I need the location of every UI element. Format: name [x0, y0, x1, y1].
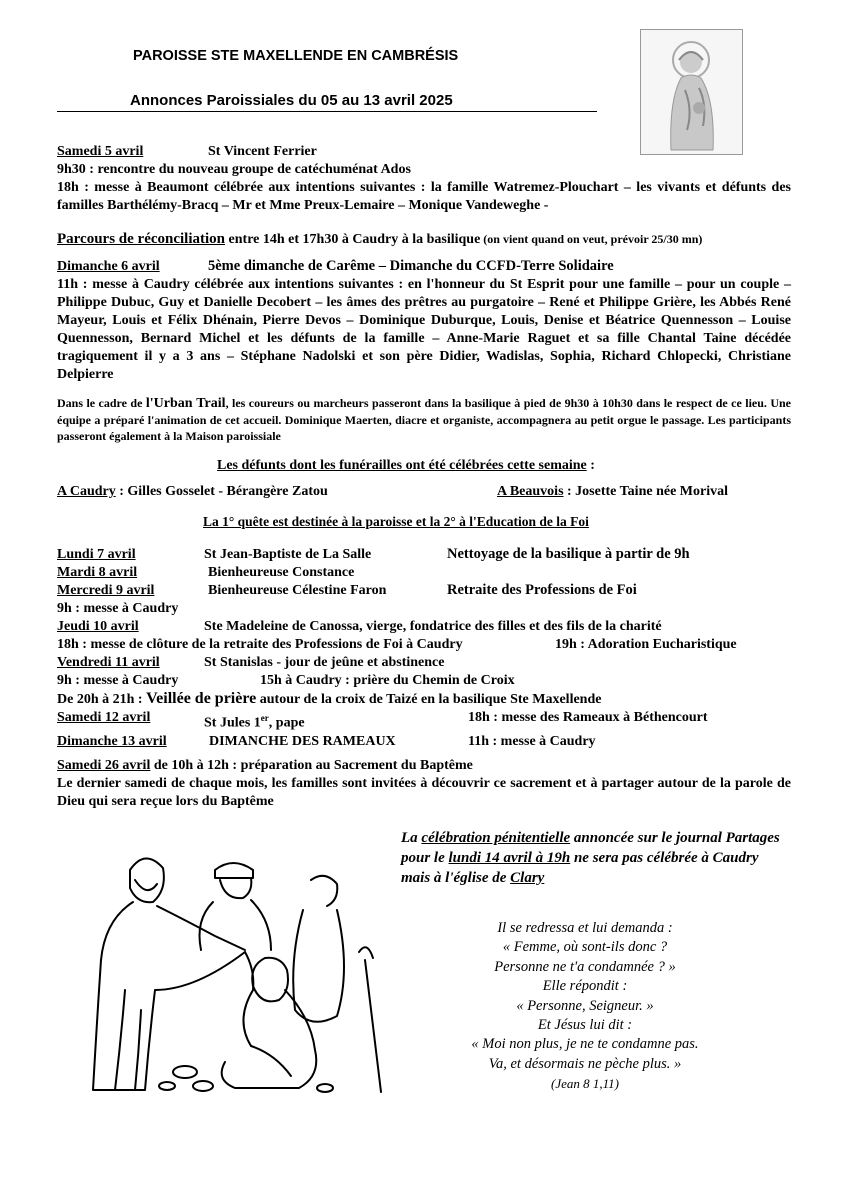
funerals-title: Les défunts dont les funérailles ont été célébrées cette semaine	[217, 458, 587, 473]
thu-mass: 18h : messe de clôture de la retraite des Professions de Foi à Caudry	[57, 637, 463, 652]
sun13-event: 11h : messe à Caudry	[468, 734, 596, 749]
caudry-label: A Caudry	[57, 484, 116, 499]
sat26-text: de 10h à 12h : préparation au Sacrement du Baptême	[150, 758, 473, 773]
penitential-mid: annoncée sur le journal Partages pour le	[401, 830, 780, 866]
sat26-line	[57, 757, 473, 775]
penitential-place: Clary	[510, 870, 545, 886]
sun13-date: Dimanche 13 avril	[57, 734, 167, 749]
quote-line: Il se redressa et lui demanda :	[497, 920, 673, 936]
urban-pre: Dans le cadre de	[57, 396, 146, 410]
penitential-date: lundi 14 avril à 19h	[448, 850, 571, 866]
reconciliation-text: entre 14h et 17h30 à Caudry à la basilique	[225, 232, 481, 247]
funerals-caudry	[57, 483, 328, 501]
sat5-saint: St Vincent Ferrier	[208, 144, 317, 159]
thu-date: Jeudi 10 avril	[57, 619, 139, 634]
urban-trail	[57, 395, 791, 444]
tue-saint: Bienheureuse Constance	[208, 565, 355, 580]
sat5-line1: 9h30 : rencontre du nouveau groupe de catéchuménat Ados	[57, 162, 411, 177]
sun6-title: 5ème dimanche de Carême – Dimanche du CCFD-Terre Solidaire	[208, 258, 614, 274]
parish-title: PAROISSE STE MAXELLENDE EN CAMBRÉSIS	[133, 48, 459, 64]
funerals-colon: :	[586, 458, 595, 473]
beauvois-label: A Beauvois	[497, 484, 564, 499]
reconciliation-title: Parcours de réconciliation	[57, 231, 226, 247]
sat12-event: 18h : messe des Rameaux à Béthencourt	[468, 710, 708, 725]
vigil-post: autour de la croix de Taizé en la basilique Ste Maxellende	[256, 692, 602, 707]
sat26-date: Samedi 26 avril	[57, 758, 151, 773]
sat5-date: Samedi 5 avril	[57, 144, 144, 159]
wed-mass: 9h : messe à Caudry	[57, 601, 179, 616]
sat26-para: Le dernier samedi de chaque mois, les familles sont invitées à découvrir ce sacrement et à partager autour de la parole de Dieu qui sera reçue lors du Baptême	[57, 776, 791, 809]
madonna-image	[640, 29, 743, 155]
quote-line: Personne ne t'a condamnée ? »	[494, 958, 676, 975]
quote-line: Va, et désormais ne pèche plus. »	[488, 1055, 682, 1072]
fri-cross: 15h à Caudry : prière du Chemin de Croix	[260, 673, 515, 688]
penitential-pre: La	[401, 830, 422, 846]
sat5-line2: 18h : messe à Beaumont célébrée aux intentions suivantes : la famille Watremez-Plouchart – les vivants et défunts des familles Barthélémy-Bracq – Mr et Mme Preux-Lemaire – Monique Vandeweghe -	[57, 180, 791, 213]
quote-line: Elle répondit :	[542, 978, 628, 995]
penitential-mid2: ne sera pas célébrée à Caudry mais à l'église de	[401, 850, 759, 886]
sat12-date: Samedi 12 avril	[57, 710, 151, 725]
announcements-title: Annonces Paroissiales du 05 au 13 avril 2025	[130, 92, 453, 109]
sat12-saint-post: , pape	[268, 715, 305, 731]
fri-mass: 9h : messe à Caudry	[57, 673, 179, 688]
quote-reference: (Jean 8 1,11)	[551, 1076, 619, 1092]
vigil-pre: De 20h à 21h :	[57, 692, 147, 707]
sun6-date: Dimanche 6 avril	[57, 259, 160, 274]
jesus-woman-illustration	[75, 840, 385, 1100]
urban-name: l'Urban Trail	[145, 396, 226, 411]
sun6-text: 11h : messe à Caudry célébrée aux intentions suivantes : en l'honneur du St Esprit pour une famille – pour un couple – Philippe Dubuc, Guy et Danielle Decobert – les âmes des prêtres au purgatoire – René et Philippe Grière, les Abbés René Mayeur, Louis et Félix Dhénain, Pierre Devos – Dominique Duburque, Louis, Denise et Béatrice Quennesson – Louise Quennesson, Bernard Michel et les défunts de la famille – Anne-Marie Raguet et sa fille Chantal Taine décédée tragiquement il y a 3 ans – Stéphane Nadolski et son père Didier, Wadislas, Sophia, Richard Chlopecki, Christiane Delpierre	[57, 277, 791, 382]
wed-saint: Bienheureuse Célestine Faron	[208, 583, 387, 598]
caudry-names: : Gilles Gosselet - Bérangère Zatou	[115, 484, 328, 499]
vigil-name: Veillée de prière	[146, 690, 257, 707]
urban-text: , les coureurs ou marcheurs passeront dans la basilique à pied de 9h30 à 10h30 dans le respect de ce lieu. Une équipe a préparé l'animation de cet accueil. Dominique Maerten, diacre et organiste, accompagnera au petit orgue le passage. Les participants passeront également à la Maison paroissiale	[57, 396, 792, 443]
reconciliation-line	[57, 230, 702, 249]
madonna-icon	[641, 30, 742, 154]
penitential-link: célébration pénitentielle	[421, 830, 571, 846]
gospel-quote	[430, 919, 740, 1094]
sat12-saint	[204, 709, 305, 733]
funerals-title-line	[217, 457, 595, 475]
header-rule	[57, 111, 597, 112]
wed-event: Retraite des Professions de Foi	[447, 582, 637, 598]
fri-date: Vendredi 11 avril	[57, 655, 160, 670]
penitential-notice	[401, 828, 791, 888]
thu-saint: Ste Madeleine de Canossa, vierge, fondatrice des filles et des fils de la charité	[204, 619, 662, 634]
mon-date: Lundi 7 avril	[57, 547, 136, 562]
sun13-title: DIMANCHE DES RAMEAUX	[209, 734, 396, 749]
sat12-saint-sup: er	[260, 713, 269, 723]
reconciliation-note: (on vient quand on veut, prévoir 25/30 mn)	[480, 232, 703, 246]
quote-line: Et Jésus lui dit :	[537, 1017, 633, 1034]
sat12-saint-name: St Jules 1	[204, 715, 261, 731]
fri-saint: St Stanislas - jour de jeûne et abstinence	[204, 655, 445, 670]
mon-saint: St Jean-Baptiste de La Salle	[204, 547, 372, 562]
beauvois-names: : Josette Taine née Morival	[563, 484, 728, 499]
quote-line: « Personne, Seigneur. »	[516, 997, 654, 1014]
wed-date: Mercredi 9 avril	[57, 583, 155, 598]
mon-event: Nettoyage de la basilique à partir de 9h	[447, 546, 690, 562]
funerals-beauvois	[497, 483, 728, 501]
vigil-line	[57, 690, 601, 709]
quote-line: « Moi non plus, je ne te condamne pas.	[471, 1036, 699, 1053]
quete-line: La 1° quête est destinée à la paroisse et la 2° à l'Education de la Foi	[203, 514, 589, 529]
tue-date: Mardi 8 avril	[57, 565, 138, 580]
thu-adoration: 19h : Adoration Eucharistique	[555, 637, 737, 652]
illustration-icon	[75, 840, 385, 1100]
quote-line: « Femme, où sont-ils donc ?	[502, 939, 668, 956]
